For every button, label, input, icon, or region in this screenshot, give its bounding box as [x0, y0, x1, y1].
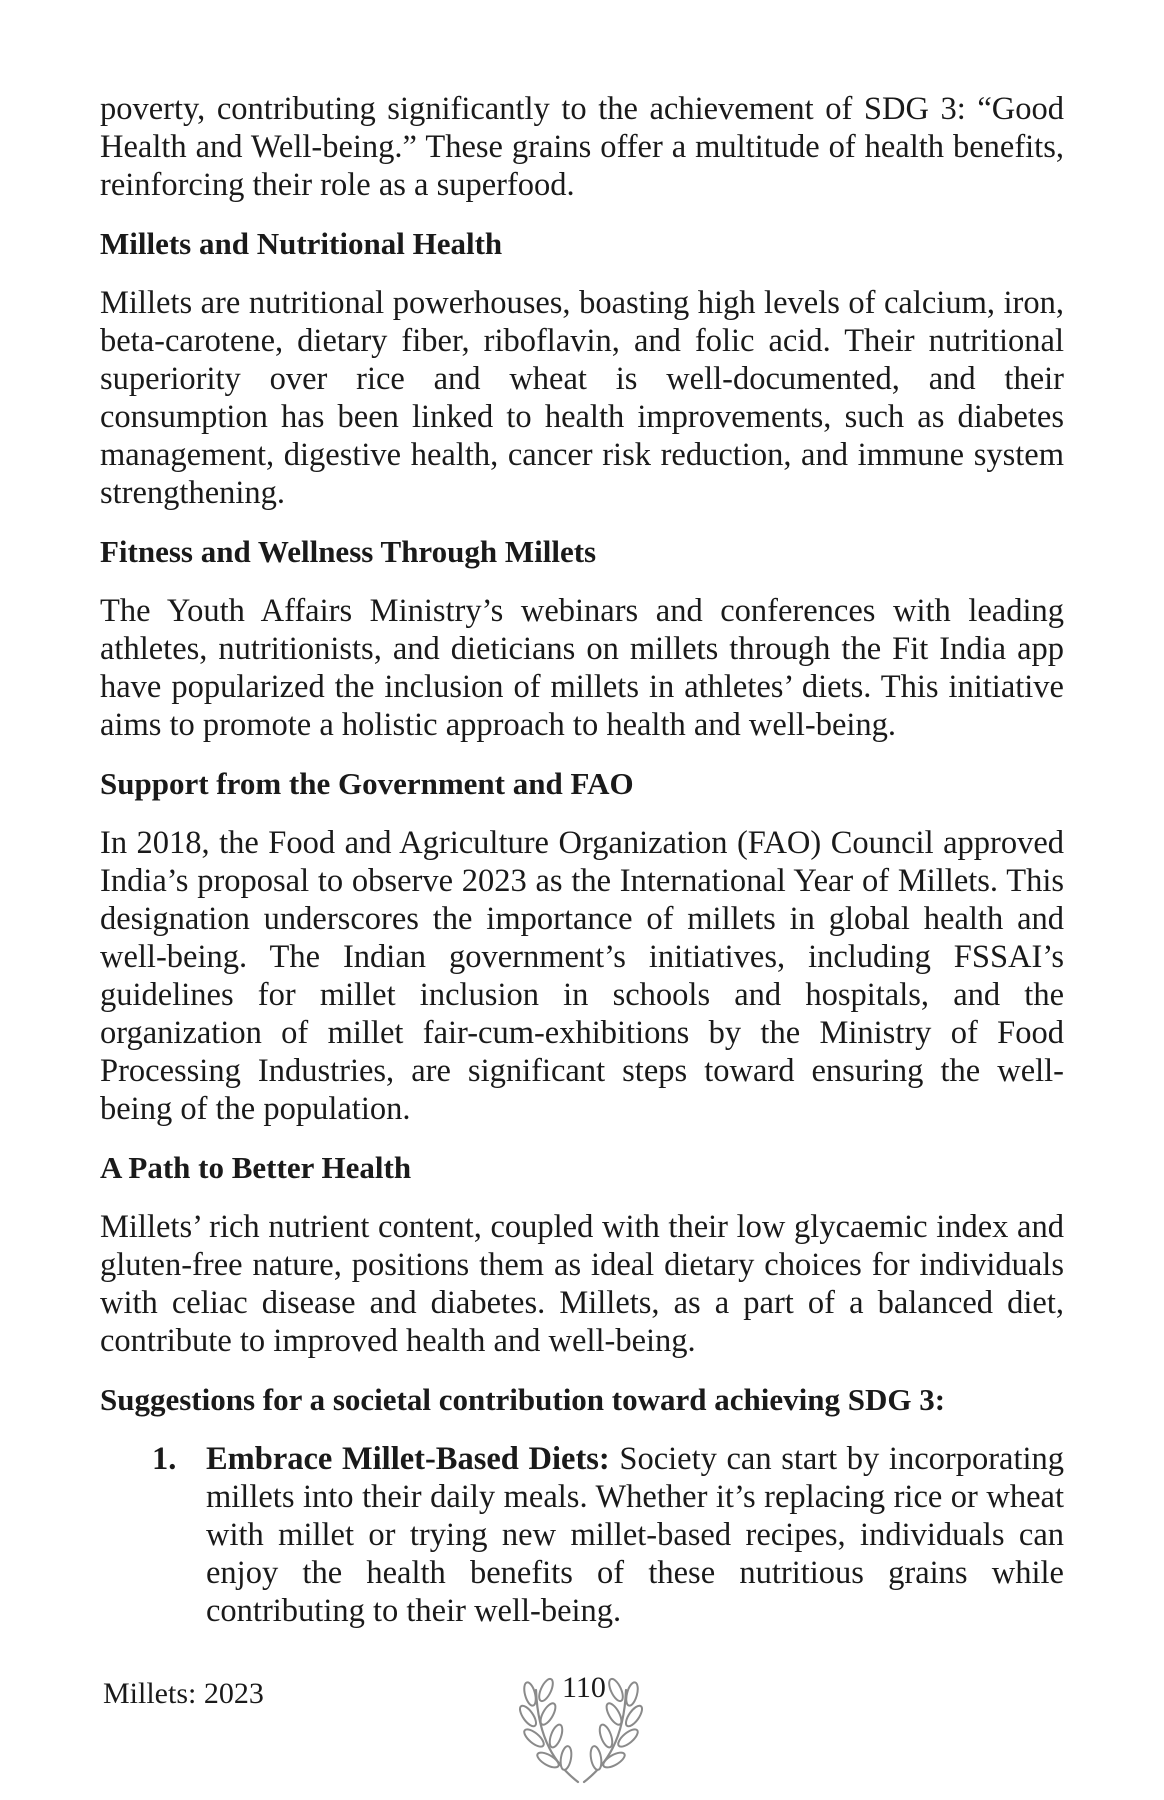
- section-body-better-health: Millets’ rich nutrient content, coupled with their low glycaemic index and gluten-free nature, positions them as ideal dietary choices for individuals with celiac disease and diabetes. Millets, as a part of a balanced diet, contribute to improved health and well-being.: [100, 1209, 1064, 1359]
- section-heading-better-health: A Path to Better Health: [100, 1150, 412, 1185]
- list-item-body: [206, 1440, 1064, 1630]
- page-footer: [0, 1670, 1164, 1800]
- footer-book-title: Millets: 2023: [103, 1677, 264, 1710]
- page-number: 110: [562, 1671, 606, 1704]
- page-content: [100, 90, 1064, 1630]
- intro-paragraph: poverty, contributing significantly to the achievement of SDG 3: “Good Health and Well-being.” These grains offer a multitude of health benefits, reinforcing their role as a superfood.: [100, 91, 1064, 203]
- section-body-fitness-wellness: The Youth Affairs Ministry’s webinars and conferences with leading athletes, nutritionists, and dieticians on millets through the Fit India app have popularized the inclusion of millets in athletes’ diets. This initiative aims to promote a holistic approach to health and well-being.: [100, 593, 1064, 743]
- suggestions-heading: Suggestions for a societal contribution toward achieving SDG 3:: [100, 1382, 946, 1417]
- suggestions-list: [100, 1440, 1064, 1630]
- list-item-text: Society can start by incorporating millets into their daily meals. Whether it’s replacing rice or wheat with millet or trying new millet-based recipes, individuals can enjoy the health benefits of these nutritious grains while contributing to their well-being.: [206, 1441, 1065, 1629]
- list-item-number: 1.: [152, 1441, 177, 1477]
- section-heading-fitness-wellness: Fitness and Wellness Through Millets: [100, 534, 597, 569]
- list-item-title: Embrace Millet-Based Diets:: [206, 1441, 610, 1477]
- list-item: [152, 1440, 1064, 1630]
- section-body-nutritional-health: Millets are nutritional powerhouses, boasting high levels of calcium, iron, beta-carotene, dietary fiber, riboflavin, and folic acid. Their nutritional superiority over rice and wheat is well-documented, and their consumption has been linked to health improvements, such as diabetes management, digestive health, cancer risk reduction, and immune system strengthening.: [100, 285, 1064, 511]
- section-body-government-fao: In 2018, the Food and Agriculture Organization (FAO) Council approved India’s proposal to observe 2023 as the International Year of Millets. This designation underscores the importance of millets in global health and well-being. The Indian government’s initiatives, including FSSAI’s guidelines for millet inclusion in schools and hospitals, and the organization of millet fair-cum-exhibitions by the Ministry of Food Processing Industries, are significant steps toward ensuring the well-being of the population.: [100, 825, 1064, 1127]
- section-heading-government-fao: Support from the Government and FAO: [100, 766, 634, 801]
- section-heading-nutritional-health: Millets and Nutritional Health: [100, 226, 503, 261]
